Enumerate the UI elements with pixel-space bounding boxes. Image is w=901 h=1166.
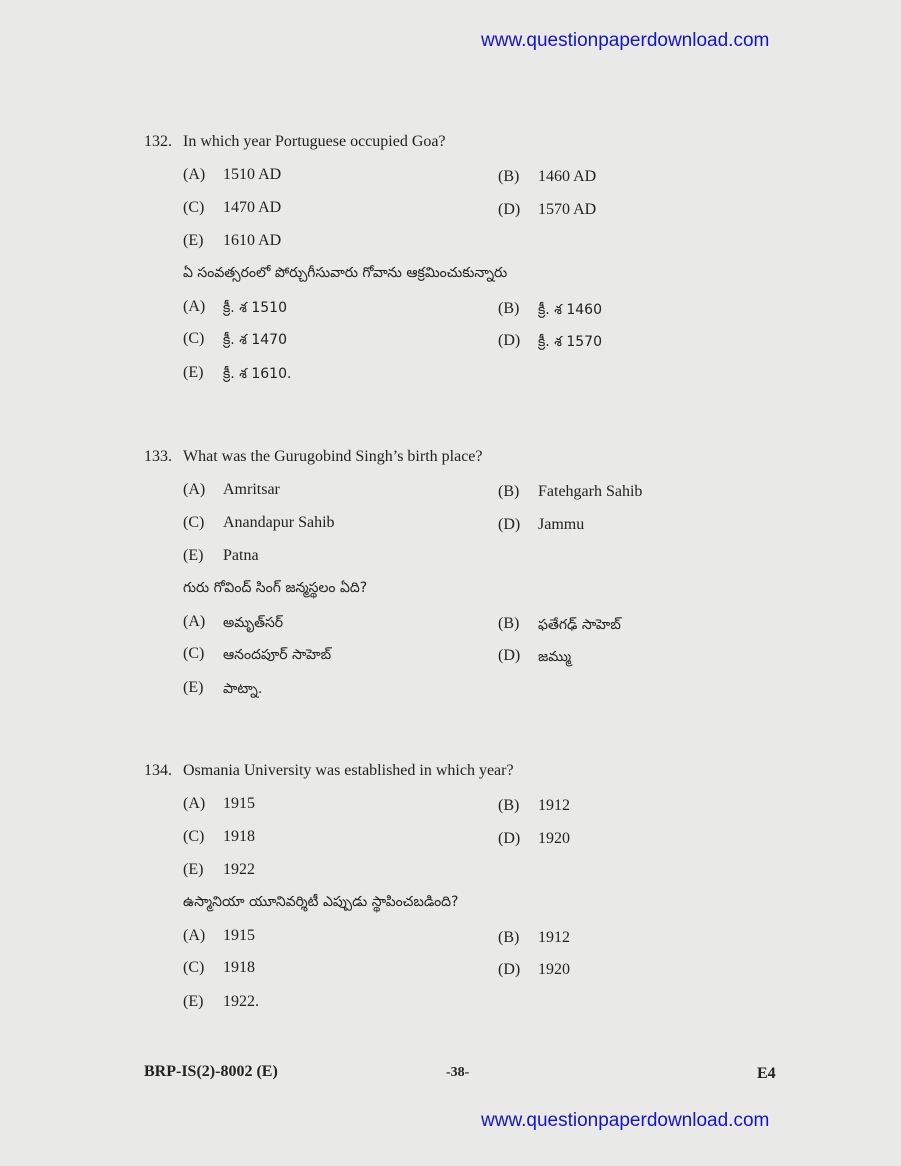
- option-label: (E): [183, 232, 204, 249]
- page-number: -38-: [446, 1065, 470, 1080]
- telugu-option-text: ఆనందపూర్ సాహెబ్: [223, 647, 332, 663]
- option-label: (D): [498, 201, 521, 218]
- option-label: (C): [183, 199, 205, 216]
- option-text: Jammu: [538, 516, 585, 533]
- option-text: 1920: [538, 830, 570, 847]
- option-text: Fatehgarh Sahib: [538, 483, 643, 500]
- option-text: Anandapur Sahib: [223, 514, 335, 531]
- telugu-option-label: (E): [183, 679, 204, 696]
- option-label: (E): [183, 547, 204, 564]
- telugu-option-label: (C): [183, 959, 205, 976]
- option-text: 1570 AD: [538, 201, 597, 218]
- option-text: 1470 AD: [223, 199, 282, 216]
- question-number: 133.: [144, 448, 172, 465]
- telugu-option-label: (D): [498, 961, 521, 978]
- telugu-question-text: ఉస్మానియా యూనివర్శిటీ ఎప్పుడు స్థాపించబడింది?: [183, 894, 459, 910]
- telugu-option-text: 1915: [223, 927, 255, 944]
- telugu-option-text: 1920: [538, 961, 570, 978]
- question-text: In which year Portuguese occupied Goa?: [183, 133, 446, 150]
- option-label: (B): [498, 483, 520, 500]
- telugu-option-label: (D): [498, 332, 521, 349]
- telugu-option-label: (C): [183, 645, 205, 662]
- telugu-option-text: ఫతేగఢ్ సాహెబ్: [538, 617, 621, 633]
- option-text: Amritsar: [223, 481, 280, 498]
- telugu-question-text: ఏ సంవత్సరంలో పోర్చుగీసువారు గోవాను ఆక్రమించుకున్నారు: [183, 265, 508, 281]
- footer-url[interactable]: www.questionpaperdownload.com: [481, 1110, 770, 1131]
- question-text: What was the Gurugobind Singh’s birth place?: [183, 448, 483, 465]
- question-number: 132.: [144, 133, 172, 150]
- option-text: 1912: [538, 797, 570, 814]
- option-label: (A): [183, 481, 206, 498]
- option-text: 1610 AD: [223, 232, 282, 249]
- question-number: 134.: [144, 762, 172, 779]
- telugu-option-text: 1922.: [223, 993, 259, 1010]
- telugu-option-label: (B): [498, 300, 520, 317]
- telugu-question-text: గురు గోవింద్ సింగ్ జన్మస్థలం ఏది?: [183, 580, 368, 596]
- header-url[interactable]: www.questionpaperdownload.com: [481, 30, 770, 51]
- telugu-option-text: జమ్ము: [538, 649, 572, 665]
- telugu-option-label: (B): [498, 929, 520, 946]
- telugu-option-text: పాట్నా.: [223, 681, 263, 697]
- telugu-option-label: (E): [183, 364, 204, 381]
- telugu-option-text: క్రీ. శ 1470: [223, 332, 287, 348]
- telugu-option-label: (C): [183, 330, 205, 347]
- option-label: (B): [498, 168, 520, 185]
- option-label: (C): [183, 828, 205, 845]
- telugu-option-label: (D): [498, 647, 521, 664]
- question-text: Osmania University was established in which year?: [183, 762, 514, 779]
- telugu-option-text: క్రీ. శ 1460: [538, 302, 602, 318]
- telugu-option-label: (E): [183, 993, 204, 1010]
- telugu-option-text: అమృత్‌సర్: [223, 615, 284, 631]
- telugu-option-text: క్రీ. శ 1570: [538, 334, 602, 350]
- paper-code: BRP-IS(2)-8002 (E): [144, 1063, 278, 1080]
- telugu-option-label: (A): [183, 927, 206, 944]
- option-label: (D): [498, 830, 521, 847]
- telugu-option-text: 1912: [538, 929, 570, 946]
- option-label: (E): [183, 861, 204, 878]
- option-text: 1460 AD: [538, 168, 597, 185]
- telugu-option-label: (A): [183, 298, 206, 315]
- option-label: (B): [498, 797, 520, 814]
- set-code: E4: [757, 1065, 776, 1082]
- option-text: 1922: [223, 861, 255, 878]
- telugu-option-label: (B): [498, 615, 520, 632]
- telugu-option-text: 1918: [223, 959, 255, 976]
- option-text: 1918: [223, 828, 255, 845]
- option-label: (A): [183, 795, 206, 812]
- telugu-option-label: (A): [183, 613, 206, 630]
- option-text: 1510 AD: [223, 166, 282, 183]
- option-label: (A): [183, 166, 206, 183]
- option-label: (C): [183, 514, 205, 531]
- option-label: (D): [498, 516, 521, 533]
- telugu-option-text: క్రీ. శ 1610.: [223, 366, 292, 382]
- telugu-option-text: క్రీ. శ 1510: [223, 300, 287, 316]
- option-text: Patna: [223, 547, 259, 564]
- option-text: 1915: [223, 795, 255, 812]
